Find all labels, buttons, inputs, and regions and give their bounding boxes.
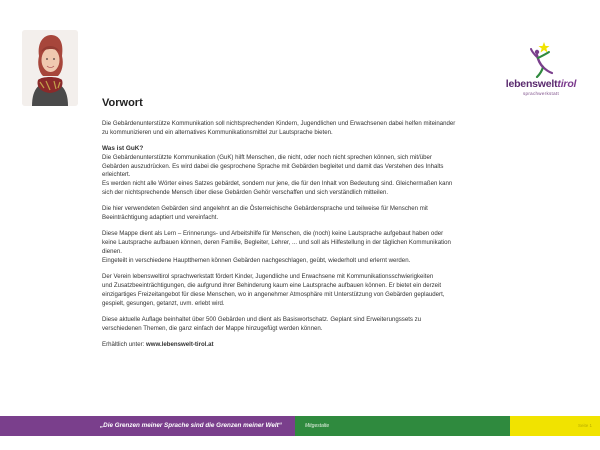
text-line: Es werden nicht alle Wörter eines Satzes gebärdet, sondern nur jene, die für den Inhalt von Bedeutung sind. Gleichermaßen kann	[102, 180, 453, 188]
dancing-figure-icon	[528, 40, 558, 78]
text-line: keine Lautsprache aufbauen können, deren Familie, Begleiter, Lehrer, ... und soll als Hilfestellung in der täglichen Kommunikation	[102, 239, 451, 247]
text-line: Die Gebärdenunterstütze Kommunikation soll nichtsprechenden Kindern, Jugendlichen und Erwachsenen dabei helfen miteinander	[102, 120, 456, 127]
footer-section-label: Mitgestalte	[295, 416, 510, 436]
text-line: Die Gebärdenunterstützte Kommunikation (GuK) hilft Menschen, die nicht, oder noch nicht sprechen können, sich mit/über	[102, 153, 432, 161]
text-line: Gebärden auszudrücken. Es wird dabei die gesprochene Sprache mit Gebärden begleitet und damit das Verstehen des Inhalts	[102, 162, 444, 170]
text-line: Der Verein lebensweltirol sprachwerkstatt fördert Kinder, Jugendliche und Erwachsene mit Kommunikationsschwierigkeiten	[102, 273, 434, 281]
text-line: gespielt, gesungen, getanzt, uvm. erlebt wird.	[102, 299, 225, 307]
page-title: Vorwort	[102, 97, 143, 109]
paragraph-association	[102, 273, 522, 308]
author-portrait	[22, 30, 78, 106]
text-line: Diese aktuelle Auflage beinhaltet über 500 Gebärden und dient als Basiswortschatz. Geplant sind Erweiterungssets zu	[102, 315, 422, 323]
logo-wordmark: lebenswelttirol	[505, 78, 577, 90]
text-line: verschiedenen Themen, die ganz einfach der Mappe hinzugefügt werden können.	[102, 324, 323, 332]
availability-label: Erhältlich unter:	[102, 340, 147, 348]
text-line: und Zusatzbeeinträchtigungen, die aufgrund ihrer Behinderung kaum eine Lautsprache aufbauen können. Er bietet ein derzeit	[102, 281, 442, 289]
lebensweltirol-logo	[498, 40, 584, 102]
paragraph-what-is-guk	[102, 145, 522, 198]
section-heading: Was ist GuK?	[102, 145, 144, 153]
footer-page-number: Seite 1	[510, 416, 600, 436]
logo-subtitle: sprachwerkstatt	[522, 91, 559, 96]
text-line: Die hier verwendeten Gebärden sind angelehnt an die Österreichische Gebärdensprache und teilweise für Menschen mit	[102, 205, 428, 213]
website-link[interactable]: www.lebenswelt-tirol.at	[146, 340, 214, 348]
paragraph-edition	[102, 316, 522, 334]
text-line: dienen.	[102, 248, 122, 256]
text-line: Diese Mappe dient als Lern – Erinnerungs- und Arbeitshilfe für Menschen, die (noch) keine Lautsprache aufgebaut haben oder	[102, 230, 444, 238]
text-line: zu kommunizieren und ein alternatives Kommunikationsmittel zur Lautsprache bieten.	[102, 128, 333, 136]
text-line: Beeinträchtigung adaptiert und vereinfacht.	[102, 214, 219, 222]
paragraph-intro	[102, 120, 522, 138]
paragraph-folder-purpose	[102, 230, 522, 265]
foreword-content	[102, 96, 522, 357]
text-line: Eingeteilt in verschiedene Hauptthemen können Gebärden nachgeschlagen, geübt, wiederholt und erlernt werden.	[102, 256, 411, 264]
text-line: einzigartiges Freizeitangebot für diese Menschen, wo in angenehmer Atmosphäre mit Unterstützung von Gebärden geplaudert,	[102, 290, 445, 298]
paragraph-availability	[102, 341, 522, 350]
footer-quote: „Die Grenzen meiner Sprache sind die Grenzen meiner Welt“	[0, 416, 295, 436]
text-line: erleichtert.	[102, 171, 131, 179]
paragraph-sign-language	[102, 205, 522, 223]
footer-bar	[0, 416, 600, 436]
text-line: sich der nichtsprechende Mensch über diese Gebärden Gehör verschaffen und sich verständlich mitteilen.	[102, 189, 389, 197]
